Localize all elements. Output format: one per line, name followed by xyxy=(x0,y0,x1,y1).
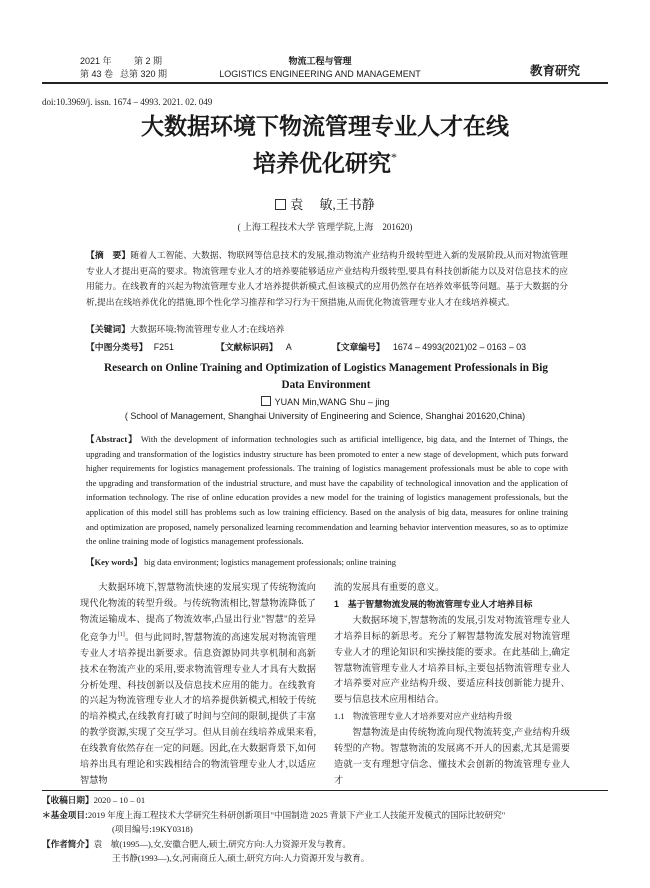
header-section: 教育研究 xyxy=(530,64,581,78)
section1-heading: 1 基于智慧物流发展的物流管理专业人才培养目标 xyxy=(334,598,533,609)
article-number-value: 1674 – 4993(2021)02 – 0163 – 03 xyxy=(392,342,526,352)
abstract-cn-text: 随着人工智能、大数据、物联网等信息技术的发展,推动物流产业结构升级转型进入新的发展阶段,从而对物流管理专业人才提出更高的要求。物流管理专业人才的培养要能够适应产业结构升级转型,要具有科技创新能力以及对信息技术的应用能力。在线教育的兴起为物流管理专业人才培养提供新模式,但该模式的应用仍然存在培养效率低等问题。基于大数据的分析,提出在线培养优化的措施,即个性化学习推荐和学习行为干预措施,从而优化物流管理专业人才在线培养模式。 xyxy=(86,250,568,307)
title-fund-mark: * xyxy=(391,150,397,164)
title-cn-line2: 培养优化研究* xyxy=(253,150,397,176)
affiliation-en: ( School of Management, Shanghai University of Engineering and Science, Shanghai 201620,China) xyxy=(124,411,526,421)
body-right-para-top: 流的发展具有重要的意义。 xyxy=(334,582,445,592)
doc-code-label: 【文献标识码】 xyxy=(216,342,278,352)
authors-en: YUAN Min,WANG Shu – jing xyxy=(0,396,650,407)
clc-label: 【中图分类号】 xyxy=(86,342,148,352)
title-cn-line1: 大数据环境下物流管理专业人才在线 xyxy=(141,114,509,139)
footnote-rule xyxy=(42,790,608,791)
citation-1: [1] xyxy=(117,631,125,638)
author-en-checkbox-icon xyxy=(261,396,271,406)
author-bio-1: 【作者简介】袁 敏(1995—),女,安徽合肥人,硕士,研究方向:人力资源开发与教育。 xyxy=(42,838,351,849)
abstract-cn-label: 【摘 要】 xyxy=(86,250,131,260)
fund-number: (项目编号:19KY0318) xyxy=(112,824,193,834)
doi: doi:10.3969/j. issn. 1674 – 4993. 2021. 02. 049 xyxy=(42,97,213,107)
body-right-column xyxy=(334,580,570,789)
header-volume: 第 43 卷 xyxy=(80,69,114,79)
header-rule xyxy=(42,82,608,84)
abstract-cn xyxy=(86,248,568,310)
title-cn xyxy=(60,112,590,179)
doc-code-value: A xyxy=(285,342,292,352)
author-bio-2: 王书静(1993—),女,河南商丘人,硕士,研究方向:人力资源开发与教育。 xyxy=(112,853,370,863)
classification-line xyxy=(86,340,568,353)
subsection-heading: 1.1 物流管理专业人才培养要对应产业结构升级 xyxy=(334,712,512,722)
abstract-en xyxy=(86,432,568,549)
abstract-en-text: With the development of information technologies such as artificial intelligence, big data, and the Internet of Things, the upgrading and transformation of the logistics industry structure has been promoted to enter a new stage of development, which puts forward higher requirements for logistics management professionals. The training of logistics management professionals must be able to cope with the upgrading and transformation of the industrial structure, and must have the capability of technological innovation and the application of information technology. The rise of online education provides a new model for the training of logistics management professionals, but the application of this model still has problems such as low training efficiency. Based on the analysis of big data, measures for online training and optimization are proposed, namely personalized learning recommendation and learning behavior intervention measures, so as to optimize the online training mode of logistics management professionals. xyxy=(86,434,568,547)
received-date: 【收稿日期】2020 – 10 – 01 xyxy=(42,795,146,805)
keywords-cn: 【关键词】大数据环境;物流管理专业人才;在线培养 xyxy=(86,324,285,334)
abstract-en-label: 【Abstract】 xyxy=(86,434,138,444)
header-total-issue: 总第 320 期 xyxy=(120,69,168,79)
header-journal-cn: 物流工程与管理 xyxy=(288,56,352,66)
header-journal-en: LOGISTICS ENGINEERING AND MANAGEMENT xyxy=(219,69,421,79)
authors-cn: 袁 敏,王书静 xyxy=(0,194,650,213)
clc-value: F251 xyxy=(153,342,174,352)
body-left-paragraph: 大数据环境下,智慧物流快速的发展实现了传统物流向现代化物流的转型升级。与传统物流相比,智慧物流降低了物流运输成本、提高了物流效率,凸显出行业"智慧"的差异化竞争力[1]。但与此同时,智慧物流的高速发展对物流管理专业人才培养提出新要求。信息资源协同共享机制和高新技术在物流产业的采用,要求物流管理专业人才具有大数据分析处理、科技创新以及信息技术应用的能力。在线教育的兴起为物流管理专业人才的培养提供新模式,相较于传统的培养模式,在线教育打破了时间与空间的限制,提供了丰富的教学资源,实现了交互学习。但从目前在线培养成果来看,在线教育依然存在一定的问题。因此,在大数据背景下,如何培养出具有理论和实践相结合的物流管理专业人才,以适应智慧物 xyxy=(80,582,317,785)
subsection-paragraph: 智慧物流是由传统物流向现代物流转变,产业结构升级转型的产物。智慧物流的发展离不开人的因素,尤其是需要造就一支有理想守信念、懂技术会创新的物流管理专业人才 xyxy=(334,727,570,785)
title-en: Research on Online Training and Optimization of Logistics Management Professionals in Big Data Environment xyxy=(104,362,548,391)
article-number-label: 【文章编号】 xyxy=(331,342,385,352)
author-checkbox-icon xyxy=(275,199,286,210)
affiliation-cn: ( 上海工程技术大学 管理学院,上海 201620) xyxy=(237,222,413,232)
header-year: 2021 年 xyxy=(80,56,112,66)
keywords-en: 【Key words】 big data environment; logistics management professionals; online training xyxy=(86,557,396,567)
fund-project: ＊基金项目:2019 年度上海工程技术大学研究生科研创新项目"中国制造 2025 背景下产业工人技能开发模式的国际比较研究" xyxy=(42,809,506,820)
section1-paragraph: 大数据环境下,智慧物流的发展,引发对物流管理专业人才培养目标的新思考。充分了解智慧物流发展对物流管理专业人才的理论知识和实操技能的要求。在此基础上,确定智慧物流管理专业人才培养目标,主要包括物流管理专业人才培养要对应产业结构升级、要适应科技创新能力提升、要与信息技术应用相结合。 xyxy=(334,614,570,705)
footnotes xyxy=(42,793,608,866)
header-issue: 第 2 期 xyxy=(134,56,163,66)
